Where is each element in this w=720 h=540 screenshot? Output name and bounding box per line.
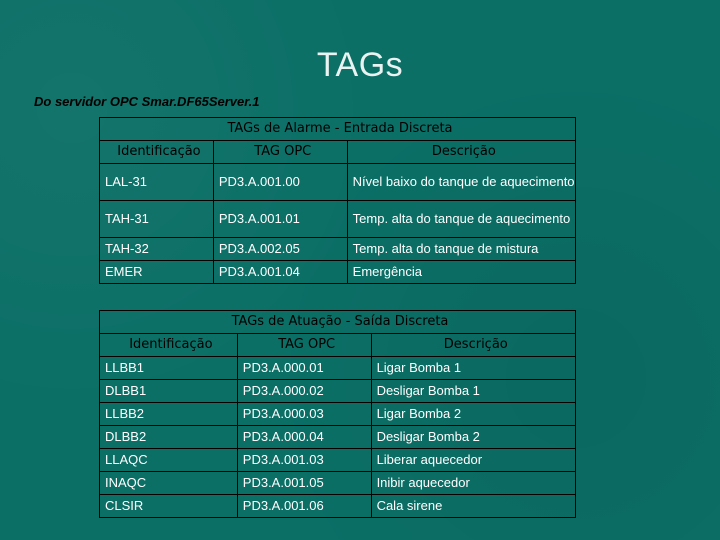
cell-identificacao: DLBB2	[100, 426, 238, 449]
cell-tag-opc: PD3.A.001.01	[213, 201, 347, 238]
table-row	[100, 261, 576, 284]
cell-identificacao: LLAQC	[100, 449, 238, 472]
table-row	[100, 238, 576, 261]
table-caption-row	[100, 118, 576, 141]
column-header-identificacao: Identificação	[100, 334, 238, 357]
table-header-row	[100, 334, 576, 357]
table-header-row	[100, 141, 576, 164]
cell-tag-opc: PD3.A.001.00	[213, 164, 347, 201]
cell-tag-opc: PD3.A.001.03	[237, 449, 371, 472]
cell-descricao: Ligar Bomba 1	[371, 357, 575, 380]
table-row	[100, 403, 576, 426]
alarm-table-caption: TAGs de Alarme - Entrada Discreta	[100, 118, 576, 141]
table-caption-row	[100, 311, 576, 334]
column-header-tag-opc: TAG OPC	[237, 334, 371, 357]
cell-identificacao: TAH-31	[100, 201, 214, 238]
table-row	[100, 472, 576, 495]
cell-descricao: Liberar aquecedor	[371, 449, 575, 472]
cell-identificacao: EMER	[100, 261, 214, 284]
alarm-tags-table	[99, 117, 576, 284]
cell-tag-opc: PD3.A.001.06	[237, 495, 371, 518]
cell-identificacao: DLBB1	[100, 380, 238, 403]
cell-identificacao: LLBB1	[100, 357, 238, 380]
cell-descricao: Temp. alta do tanque de aquecimento	[347, 201, 575, 238]
action-tags-table	[99, 310, 576, 518]
table-row	[100, 449, 576, 472]
cell-descricao: Inibir aquecedor	[371, 472, 575, 495]
column-header-descricao: Descrição	[371, 334, 575, 357]
cell-descricao: Ligar Bomba 2	[371, 403, 575, 426]
table-row	[100, 164, 576, 201]
cell-descricao: Temp. alta do tanque de mistura	[347, 238, 575, 261]
table-row	[100, 201, 576, 238]
cell-tag-opc: PD3.A.002.05	[213, 238, 347, 261]
cell-descricao: Cala sirene	[371, 495, 575, 518]
cell-tag-opc: PD3.A.001.05	[237, 472, 371, 495]
page-subtitle: Do servidor OPC Smar.DF65Server.1	[34, 94, 260, 109]
cell-identificacao: TAH-32	[100, 238, 214, 261]
cell-descricao: Desligar Bomba 1	[371, 380, 575, 403]
column-header-tag-opc: TAG OPC	[213, 141, 347, 164]
table-row	[100, 380, 576, 403]
cell-identificacao: CLSIR	[100, 495, 238, 518]
action-table-caption: TAGs de Atuação - Saída Discreta	[100, 311, 576, 334]
cell-tag-opc: PD3.A.000.03	[237, 403, 371, 426]
cell-tag-opc: PD3.A.000.04	[237, 426, 371, 449]
cell-identificacao: INAQC	[100, 472, 238, 495]
column-header-identificacao: Identificação	[100, 141, 214, 164]
table-row	[100, 495, 576, 518]
table-row	[100, 426, 576, 449]
cell-tag-opc: PD3.A.000.01	[237, 357, 371, 380]
cell-tag-opc: PD3.A.000.02	[237, 380, 371, 403]
table-row	[100, 357, 576, 380]
cell-descricao: Emergência	[347, 261, 575, 284]
cell-identificacao: LAL-31	[100, 164, 214, 201]
cell-descricao: Desligar Bomba 2	[371, 426, 575, 449]
cell-descricao: Nível baixo do tanque de aquecimento	[347, 164, 575, 201]
page-title: TAGs	[316, 46, 404, 84]
cell-tag-opc: PD3.A.001.04	[213, 261, 347, 284]
cell-identificacao: LLBB2	[100, 403, 238, 426]
column-header-descricao: Descrição	[347, 141, 575, 164]
